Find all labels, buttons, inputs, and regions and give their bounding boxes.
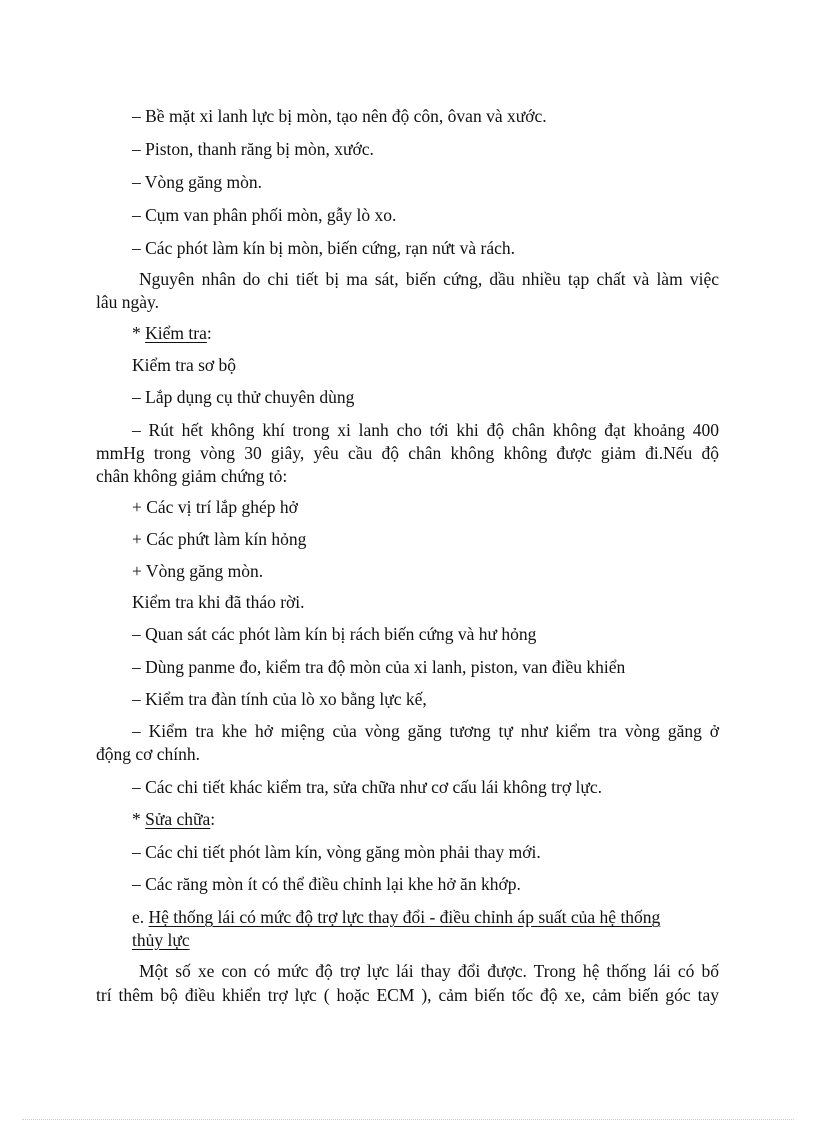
text-line: – Kiểm tra đàn tính của lò xo bằng lực kế, bbox=[132, 689, 427, 709]
text-line: Kiểm tra sơ bộ bbox=[132, 355, 237, 375]
heading-text: Sửa chữa bbox=[145, 809, 211, 829]
heading-text: thủy lực bbox=[132, 930, 190, 950]
heading-text: Hệ thống lái có mức độ trợ lực thay đổi - điều chỉnh áp suất của hệ thống bbox=[148, 907, 661, 927]
heading-prefix: * bbox=[132, 809, 146, 829]
heading-prefix: * bbox=[132, 323, 146, 343]
text-line: – Các răng mòn ít có thể điều chỉnh lại khe hở ăn khớp. bbox=[132, 874, 521, 894]
text-line: – Lắp dụng cụ thử chuyên dùng bbox=[132, 387, 355, 407]
page-border-dotted bbox=[22, 1119, 794, 1120]
text-line: – Các chi tiết khác kiểm tra, sửa chữa như cơ cấu lái không trợ lực. bbox=[132, 777, 602, 797]
paragraph-line: động cơ chính. bbox=[96, 744, 201, 764]
paragraph-line: trí thêm bộ điều khiển trợ lực ( hoặc ECM ), cảm biến tốc độ xe, cảm biến góc tay bbox=[96, 985, 719, 1005]
heading-suffix: : bbox=[210, 809, 216, 829]
list-item: + Vòng găng mòn. bbox=[132, 561, 264, 581]
paragraph-line: chân không giảm chứng tỏ: bbox=[96, 466, 288, 486]
text-line: Kiểm tra khi đã tháo rời. bbox=[132, 592, 305, 612]
text-line: – Cụm van phân phối mòn, gẫy lò xo. bbox=[132, 205, 397, 225]
paragraph-line: Một số xe con có mức độ trợ lực lái thay đổi được. Trong hệ thống lái có bố bbox=[139, 961, 719, 981]
text-line: – Piston, thanh răng bị mòn, xước. bbox=[132, 139, 374, 159]
paragraph-line: – Kiểm tra khe hở miệng của vòng găng tương tự như kiểm tra vòng găng ở bbox=[132, 721, 719, 741]
heading-prefix: e. bbox=[132, 907, 149, 927]
text-line: – Các chi tiết phót làm kín, vòng găng mòn phải thay mới. bbox=[132, 842, 541, 862]
section-heading-e bbox=[132, 906, 722, 928]
list-item: + Các vị trí lắp ghép hở bbox=[132, 497, 298, 517]
heading-suffix: : bbox=[206, 323, 212, 343]
list-item: + Các phứt làm kín hỏng bbox=[132, 529, 307, 549]
text-line: – Vòng găng mòn. bbox=[132, 172, 262, 192]
section-heading-e-continued bbox=[132, 929, 190, 951]
paragraph-line: Nguyên nhân do chi tiết bị ma sát, biến cứng, dầu nhiều tạp chất và làm việc bbox=[139, 269, 719, 289]
section-heading-sua-chua bbox=[132, 808, 215, 830]
paragraph-line: lâu ngày. bbox=[96, 292, 160, 312]
heading-text: Kiểm tra bbox=[145, 323, 207, 343]
paragraph-line: mmHg trong vòng 30 giây, yêu cầu độ chân không không được giảm đi.Nếu độ bbox=[96, 443, 719, 463]
text-line: – Các phót làm kín bị mòn, biến cứng, rạn nứt và rách. bbox=[132, 238, 515, 258]
text-line: – Quan sát các phót làm kín bị rách biến cứng và hư hỏng bbox=[132, 624, 537, 644]
text-line: – Bề mặt xi lanh lực bị mòn, tạo nên độ côn, ôvan và xước. bbox=[132, 106, 547, 126]
text-line: – Dùng panme đo, kiểm tra độ mòn của xi lanh, piston, van điều khiển bbox=[132, 657, 626, 677]
section-heading-kiem-tra bbox=[132, 322, 212, 344]
paragraph-line: – Rút hết không khí trong xi lanh cho tới khi độ chân không đạt khoảng 400 bbox=[132, 420, 719, 440]
